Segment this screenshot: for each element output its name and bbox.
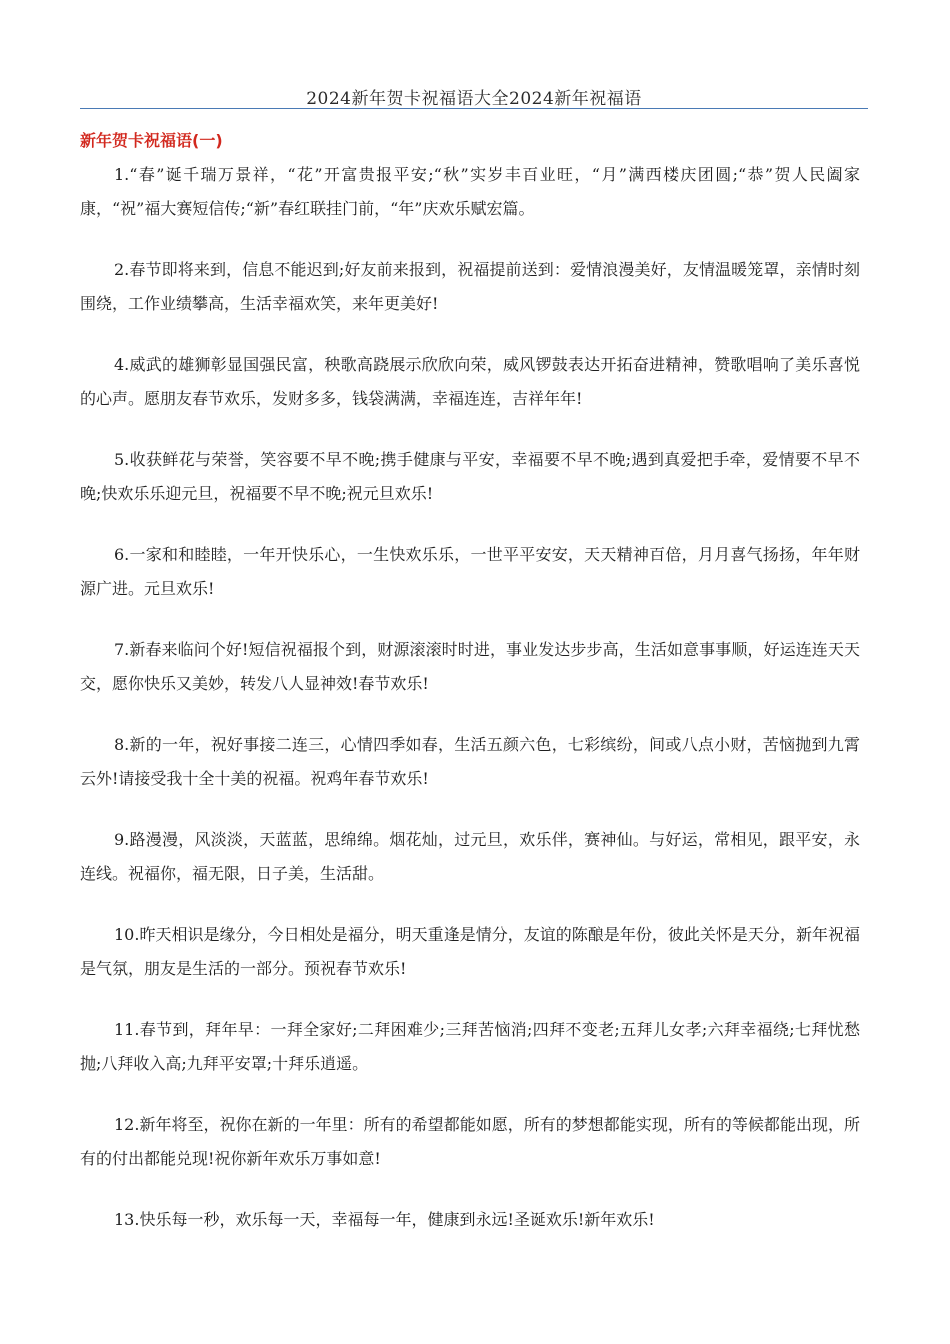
greeting-item-9: 9.路漫漫，风淡淡，天蓝蓝，思绵绵。烟花灿，过元旦，欢乐伴，赛神仙。与好运，常相见，跟平安，永连线。祝福你，福无限，日子美，生活甜。 [80,830,860,883]
greeting-item-4: 4.威武的雄狮彰显国强民富，秧歌高跷展示欣欣向荣，威风锣鼓表达开拓奋进精神，赞歌唱响了美乐喜悦的心声。愿朋友春节欢乐，发财多多，钱袋满满，幸福连连，吉祥年年! [80,355,860,408]
greeting-item-5: 5.收获鲜花与荣誉，笑容要不早不晚;携手健康与平安，幸福要不早不晚;遇到真爱把手牵，爱情要不早不晚;快欢乐乐迎元旦，祝福要不早不晚;祝元旦欢乐! [80,450,860,503]
greeting-item-10: 10.昨天相识是缘分，今日相处是福分，明天重逢是情分，友谊的陈酿是年份，彼此关怀是天分，新年祝福是气氛，朋友是生活的一部分。预祝春节欢乐! [80,925,860,978]
greeting-item-6: 6.一家和和睦睦，一年开快乐心，一生快欢乐乐，一世平平安安，天天精神百倍，月月喜气扬扬，年年财源广进。元旦欢乐! [80,545,860,598]
greeting-item-8: 8.新的一年，祝好事接二连三，心情四季如春，生活五颜六色，七彩缤纷，间或八点小财，苦恼抛到九霄云外!请接受我十全十美的祝福。祝鸡年春节欢乐! [80,735,860,788]
title-divider [80,108,868,109]
greeting-item-11: 11.春节到，拜年早：一拜全家好;二拜困难少;三拜苦恼消;四拜不变老;五拜儿女孝;六拜幸福绕;七拜忧愁抛;八拜收入高;九拜平安罩;十拜乐逍遥。 [80,1020,860,1073]
greeting-item-1: 1.“春”诞千瑞万景祥，“花”开富贵报平安;“秋”实岁丰百业旺，“月”满西楼庆团圆;“恭”贺人民阖家康，“祝”福大赛短信传;“新”春红联挂门前，“年”庆欢乐赋宏篇。 [80,165,860,218]
greeting-item-7: 7.新春来临问个好!短信祝福报个到，财源滚滚时时进，事业发达步步高，生活如意事事顺，好运连连天天交，愿你快乐又美妙，转发八人显神效!春节欢乐! [80,640,860,693]
document-title: 2024新年贺卡祝福语大全2024新年祝福语 [306,89,642,109]
greeting-item-2: 2.春节即将来到，信息不能迟到;好友前来报到，祝福提前送到：爱情浪漫美好，友情温暖笼罩，亲情时刻围绕，工作业绩攀高，生活幸福欢笑，来年更美好! [80,260,860,313]
greeting-item-12: 12.新年将至，祝你在新的一年里：所有的希望都能如愿，所有的梦想都能实现，所有的等候都能出现，所有的付出都能兑现!祝你新年欢乐万事如意! [80,1115,860,1168]
section-heading: 新年贺卡祝福语(一) [80,131,223,150]
greeting-item-13: 13.快乐每一秒，欢乐每一天，幸福每一年，健康到永远!圣诞欢乐!新年欢乐! [114,1210,655,1229]
greeting-list [80,158,860,1264]
